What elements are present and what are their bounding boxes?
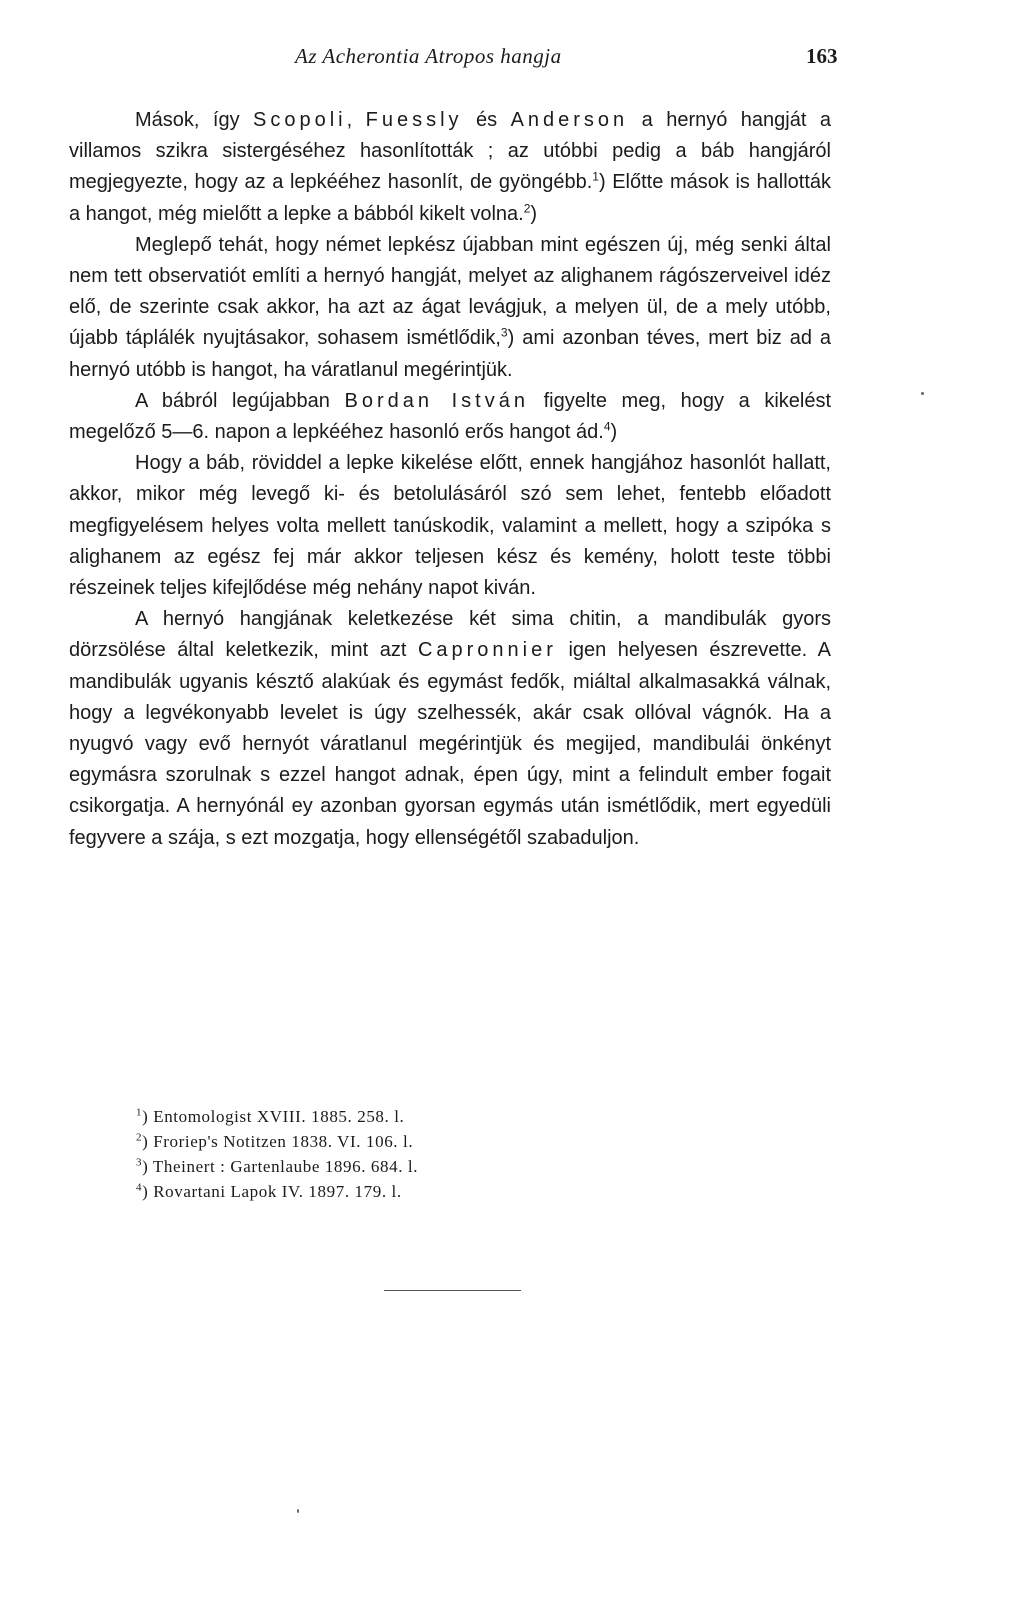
paragraph-2-text-b: ) ami azonban téves, mert biz ad a hernyó utóbb is hangot, ha váratlanul megérintjük. xyxy=(69,327,831,381)
footnote-ref-4: 4 xyxy=(603,419,611,434)
footnote-1-text: ) Entomologist XVIII. 1885. 258. l. xyxy=(142,1107,405,1126)
page-number: 163 xyxy=(806,44,838,68)
paragraph-1-text-c: és xyxy=(462,109,511,131)
paragraph-1-text-f: ) xyxy=(530,202,538,225)
footnote-1-mark: 1 xyxy=(136,1106,143,1119)
running-head xyxy=(0,44,1024,74)
footnote-4-text: ) Rovartani Lapok IV. 1897. 179. l. xyxy=(142,1182,402,1201)
footnote-ref-3: 3 xyxy=(500,325,508,340)
author-name-anderson: Anderson xyxy=(510,109,629,131)
paragraph-4-text: Hogy a báb, röviddel a lepke kikelése előtt, ennek hangjához hasonlót hallatt, akkor, mikor még levegő ki- és betolulásáról szó sem lehet, fentebb előadott megfigyelésem helyes volta mellett tanúskodik, valamint a mellett, hogy a szipóka s alighanem az egész fej már akkor teljesen kész és kemény, holott teste többi részeinek teljes kifejlődése még nehány napot kiván. xyxy=(69,452,831,600)
author-name-capronnier: Capronnier xyxy=(417,639,557,662)
footnote-2-text: ) Froriep's Notitzen 1838. VI. 106. l. xyxy=(142,1132,414,1151)
paragraph-3-text-c: ) xyxy=(610,421,618,444)
footnotes xyxy=(136,1104,736,1204)
paragraph-2-text-a: Meglepő tehát, hogy német lepkész újabban mint egészen új, még senki által nem tett observatiót említi a hernyó hangját, melyet az alighanem rágószerveivel idéz elő, de szerinte csak akkor, ha azt az ágat levágjuk, a melyen ül, de a mely utóbb, újabb táplálék nyujtásakor, sohasem ismétlődik, xyxy=(69,233,831,350)
paragraph-1-text-b: , xyxy=(346,109,366,131)
footnote-2 xyxy=(136,1129,736,1154)
paragraph-5-text-a: A hernyó hangjának keletkezése két sima chitin, a mandibulák gyors dörzsölése által keletkezik, mint azt xyxy=(69,608,831,662)
paragraph-3-text-b: figyelte meg, hogy a kikelést megelőző 5—6. napon a lepkééhez hasonló erős hangot ád. xyxy=(69,389,832,444)
author-name-bordan: Bordan István xyxy=(344,389,529,412)
paragraph-1 xyxy=(69,105,831,230)
bottom-rule xyxy=(384,1290,521,1291)
paragraph-1-text-a: Mások, így xyxy=(135,109,254,131)
paragraph-1-text-e: ) Előtte mások is hallották a hangot, még mielőtt a lepke a bábból kikelt volna. xyxy=(69,171,831,225)
footnote-ref-2: 2 xyxy=(523,200,531,215)
paragraph-4 xyxy=(69,448,831,604)
paragraph-3-text-a: A bábról legújabban xyxy=(135,389,345,412)
paragraph-3 xyxy=(69,386,831,448)
footnote-2-mark: 2 xyxy=(136,1131,143,1144)
paragraph-2 xyxy=(69,230,831,386)
author-name-fuessly: Fuessly xyxy=(365,109,463,131)
footnote-1 xyxy=(136,1104,736,1129)
footnote-3-text: ) Theinert : Gartenlaube 1896. 684. l. xyxy=(142,1157,419,1176)
body-text xyxy=(69,105,831,854)
running-title: Az Acherontia Atropos hangja xyxy=(295,44,562,68)
footnote-ref-1: 1 xyxy=(592,169,599,184)
paragraph-5-text-b: igen helyesen észrevette. A mandibulák ugyanis késztő alakúak és egymást fedők, miáltal alkalmasakká válnak, hogy a legvékonyabb levelet is úgy szelhessék, akár csak ollóval vágnók. Ha a nyugvó vagy evő hernyót váratlanul megérintjük és megijed, mandibulái önkényt egymásra szorulnak s ezzel hangot adnak, épen úgy, mint a felindult ember fogait csikorgatja. A hernyónál ey azonban gyorsan egymás után ismétlődik, mert egyedüli fegyvere a szája, s ezt mozgatja, hogy ellenségétől szabaduljon. xyxy=(69,639,831,849)
paragraph-1-text-d: a hernyó hangját a villamos szikra sistergéséhez hasonlították ; az utóbbi pedig a báb hangjáról megjegyezte, hogy az a lepkééhez hasonlít, de gyöngébb. xyxy=(69,109,831,194)
scan-speck xyxy=(297,1509,299,1513)
scan-speck xyxy=(921,392,924,395)
footnote-4-mark: 4 xyxy=(136,1181,143,1194)
author-name-scopoli: Scopoli xyxy=(253,109,347,131)
footnote-3 xyxy=(136,1154,736,1179)
footnote-3-mark: 3 xyxy=(136,1156,143,1169)
footnote-4 xyxy=(136,1179,736,1204)
paragraph-5 xyxy=(69,604,831,854)
